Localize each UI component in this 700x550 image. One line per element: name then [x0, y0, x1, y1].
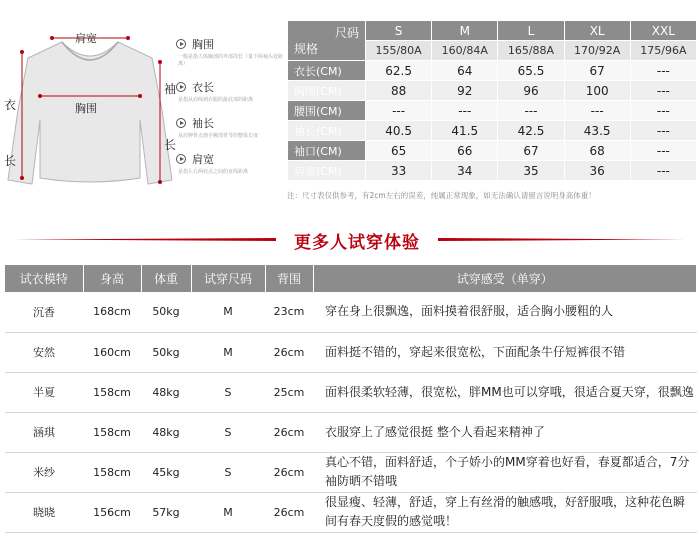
size-cell: 35 — [498, 161, 564, 181]
size-table-corner — [288, 21, 366, 61]
size-cell: 62.5 — [366, 61, 432, 81]
shoulder-label: 肩宽 — [75, 32, 97, 45]
review-size: M — [191, 332, 265, 372]
measure-label: 衣长 — [192, 81, 214, 94]
play-icon — [176, 82, 186, 92]
corner-size-label: 尺码 — [334, 26, 359, 40]
review-back: 26cm — [265, 452, 313, 492]
size-cell: --- — [630, 141, 696, 161]
play-icon — [176, 39, 186, 49]
size-cell: 64 — [432, 61, 498, 81]
size-cell: 43.5 — [564, 121, 630, 141]
review-header: 背围 — [265, 265, 313, 292]
review-weight: 50kg — [141, 332, 191, 372]
measure-desc: 一般是指人体胸部的外部周长（量下两袖头处距离） — [178, 54, 284, 67]
size-cell: --- — [630, 61, 696, 81]
review-height: 158cm — [83, 452, 141, 492]
try-on-reviews-table — [5, 265, 697, 533]
size-cell: 67 — [564, 61, 630, 81]
size-row — [288, 161, 697, 181]
review-size: M — [191, 492, 265, 532]
review-height: 160cm — [83, 332, 141, 372]
divider-line-right — [438, 238, 686, 241]
play-icon — [176, 154, 186, 164]
size-cell: --- — [564, 101, 630, 121]
review-header: 试穿感受（单穿） — [313, 265, 697, 292]
review-comment: 衣服穿上了感觉很挺 整个人看起来精神了 — [313, 412, 697, 452]
corner-spec-label: 规格 — [294, 42, 319, 56]
size-row-label: 肩宽(CM) — [288, 161, 366, 181]
measure-desc: 是指左右两肩点之间的直线距离 — [178, 169, 249, 175]
chest-label: 胸围 — [75, 102, 97, 115]
spec-header: 170/92A — [564, 41, 630, 61]
measure-length — [176, 79, 286, 104]
size-cell: 36 — [564, 161, 630, 181]
spec-header: 160/84A — [432, 41, 498, 61]
review-row — [5, 412, 697, 452]
spec-header: 155/80A — [366, 41, 432, 61]
measure-desc: 是指从肩线到衣服的最底部的距离 — [178, 97, 254, 103]
size-header: M — [432, 21, 498, 41]
measure-chest — [176, 36, 286, 68]
size-row — [288, 81, 697, 101]
review-row — [5, 492, 697, 532]
review-comment: 面料很柔软轻薄，很宽松，胖MM也可以穿哦，很适合夏天穿，很飘逸 — [313, 372, 697, 412]
size-header: S — [366, 21, 432, 41]
review-back: 26cm — [265, 492, 313, 532]
size-row — [288, 141, 697, 161]
size-header: XL — [564, 21, 630, 41]
size-row-label: 衣长(CM) — [288, 61, 366, 81]
review-row — [5, 372, 697, 412]
size-cell: 33 — [366, 161, 432, 181]
size-cell: 40.5 — [366, 121, 432, 141]
size-cell: --- — [630, 161, 696, 181]
body-length-char-1: 衣 — [4, 98, 17, 112]
size-header: XXL — [630, 21, 696, 41]
review-header: 试衣模特 — [5, 265, 83, 292]
review-height: 168cm — [83, 292, 141, 332]
size-row — [288, 121, 697, 141]
spec-header: 165/88A — [498, 41, 564, 61]
sleeve-length-char-1: 袖 — [164, 82, 177, 96]
size-cell: --- — [498, 101, 564, 121]
size-cell: --- — [630, 101, 696, 121]
review-name: 半夏 — [5, 372, 83, 412]
review-back: 25cm — [265, 372, 313, 412]
sleeve-length-char-2: 长 — [164, 138, 177, 152]
review-size: M — [191, 292, 265, 332]
measure-sleeve — [176, 115, 286, 140]
play-icon — [176, 118, 186, 128]
review-height: 158cm — [83, 412, 141, 452]
size-cell: --- — [630, 121, 696, 141]
review-weight: 50kg — [141, 292, 191, 332]
review-size: S — [191, 372, 265, 412]
size-cell: 100 — [564, 81, 630, 101]
review-name: 晓晓 — [5, 492, 83, 532]
size-row — [288, 61, 697, 81]
size-cell: 66 — [432, 141, 498, 161]
size-chart-table — [287, 20, 697, 181]
size-cell: 88 — [366, 81, 432, 101]
size-row — [288, 101, 697, 121]
review-back: 26cm — [265, 332, 313, 372]
size-cell: 67 — [498, 141, 564, 161]
review-name: 安然 — [5, 332, 83, 372]
size-cell: 68 — [564, 141, 630, 161]
size-header: L — [498, 21, 564, 41]
size-cell: 65 — [366, 141, 432, 161]
review-row — [5, 292, 697, 332]
review-comment: 穿在身上很飘逸，面料摸着很舒服，适合胸小腰粗的人 — [313, 292, 697, 332]
review-header: 身高 — [83, 265, 141, 292]
measure-legend — [176, 36, 286, 187]
review-back: 23cm — [265, 292, 313, 332]
review-comment: 真心不错，面料舒适，个子娇小的MM穿着也好看，春夏都适合，7分袖防晒不错哦 — [313, 452, 697, 492]
measure-label: 胸围 — [192, 38, 214, 51]
review-comment: 很显瘦、轻薄，舒适，穿上有丝滑的触感哦，好舒服哦，这种花色瞬间有春天度假的感觉哦！ — [313, 492, 697, 532]
review-name: 涵琪 — [5, 412, 83, 452]
review-header: 体重 — [141, 265, 191, 292]
review-size: S — [191, 412, 265, 452]
review-header: 试穿尺码 — [191, 265, 265, 292]
review-weight: 48kg — [141, 412, 191, 452]
review-comment: 面料挺不错的，穿起来很宽松，下面配条牛仔短裤很不错 — [313, 332, 697, 372]
review-name: 米纱 — [5, 452, 83, 492]
size-row-label: 腰围(CM) — [288, 101, 366, 121]
measure-label: 袖长 — [192, 117, 214, 130]
size-row-label: 胸围(CM) — [288, 81, 366, 101]
size-cell: 42.5 — [498, 121, 564, 141]
measure-label: 肩宽 — [192, 153, 214, 166]
review-row — [5, 452, 697, 492]
size-cell: 41.5 — [432, 121, 498, 141]
size-row-label: 袖长(CM) — [288, 121, 366, 141]
size-cell: 96 — [498, 81, 564, 101]
spec-header: 175/96A — [630, 41, 696, 61]
section-title: 更多人试穿体验 — [294, 233, 420, 253]
measure-shoulder — [176, 151, 286, 176]
size-cell: --- — [432, 101, 498, 121]
review-weight: 45kg — [141, 452, 191, 492]
review-row — [5, 332, 697, 372]
review-height: 158cm — [83, 372, 141, 412]
review-weight: 57kg — [141, 492, 191, 532]
size-cell: 65.5 — [498, 61, 564, 81]
size-row-label: 袖口(CM) — [288, 141, 366, 161]
size-cell: --- — [630, 81, 696, 101]
size-note: 注：尺寸表仅供参考，有2cm左右的误差，纯属正常现象，如无法确认请留言说明身高体重！ — [287, 191, 596, 200]
review-height: 156cm — [83, 492, 141, 532]
review-name: 沉香 — [5, 292, 83, 332]
body-length-char-2: 长 — [4, 154, 17, 168]
review-back: 26cm — [265, 412, 313, 452]
measure-desc: 从肩胛骨点到手腕部骨节的整体长度 — [178, 133, 259, 139]
garment-diagram — [0, 0, 285, 210]
divider-line-left — [14, 238, 276, 241]
section-divider — [14, 228, 686, 253]
size-cell: 92 — [432, 81, 498, 101]
review-size: S — [191, 452, 265, 492]
size-cell: --- — [366, 101, 432, 121]
review-weight: 48kg — [141, 372, 191, 412]
size-cell: 34 — [432, 161, 498, 181]
